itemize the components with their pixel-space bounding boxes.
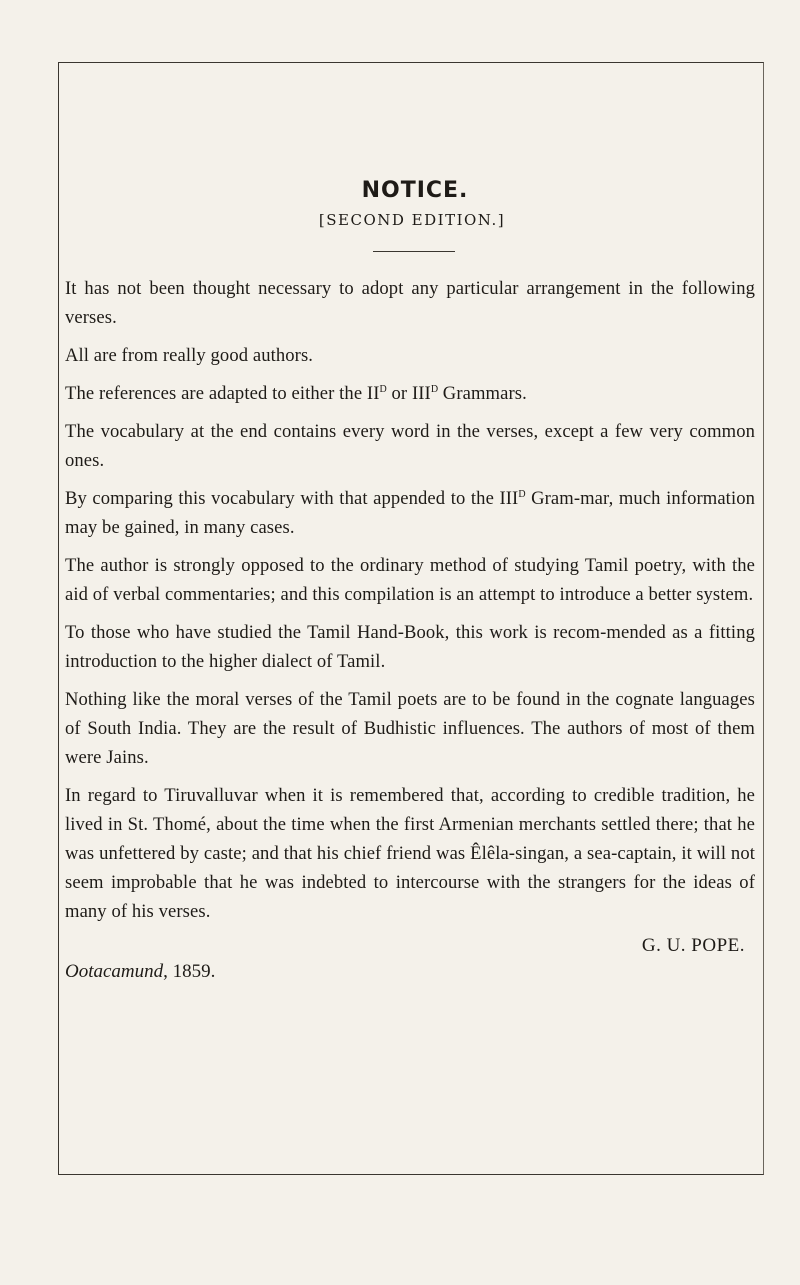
paragraph-references: The references are adapted to either the $II^D$ or $III^D$ Grammars. — [65, 383, 527, 404]
notice-title: NOTICE. — [361, 178, 469, 203]
author-signature: G. U. POPE. — [641, 935, 745, 956]
paragraph-comparing: By comparing this vocabulary with that appended to the $III^D$ Gram-mar, much information may be gained, in many cases. — [65, 488, 755, 538]
paragraph-arrangement: It has not been thought necessary to adopt any particular arrangement in the following verses. — [65, 278, 755, 328]
place-date — [65, 961, 215, 983]
paragraph-authors: All are from really good authors. — [65, 345, 314, 366]
paragraph-method: The author is strongly opposed to the ordinary method of studying Tamil poetry, with the aid of verbal commentaries; and this compilation is an attempt to introduce a better system. — [65, 555, 755, 605]
edition-subtitle: [SECOND EDITION.] — [318, 211, 506, 229]
paragraph-handbook: To those who have studied the Tamil Hand-Book, this work is recom-mended as a fitting introduction to the higher dialect of Tamil. — [65, 622, 755, 672]
signature-block — [65, 935, 755, 997]
paragraph-moral-verses: Nothing like the moral verses of the Tamil poets are to be found in the cognate languages of South India. They are the result of Budhistic influences. The authors of most of them were Jains. — [65, 689, 755, 768]
notice-content — [65, 178, 755, 997]
year: , 1859. — [163, 961, 216, 982]
paragraph-tiruvalluvar: In regard to Tiruvalluvar when it is remembered that, according to credible tradition, he lived in St. Thomé, about the time when the first Armenian merchants settled there; that he was unfettered by caste; and that his chief friend was Êlêla-singan, a sea-captain, it will not seem improbable that he was indebted to intercourse with the strangers for the ideas of many of his verses. — [65, 785, 755, 922]
paragraph-vocabulary: The vocabulary at the end contains every word in the verses, except a few very common ones. — [65, 421, 755, 471]
place-name: Ootacamund — [65, 961, 164, 982]
title-divider — [373, 251, 455, 252]
